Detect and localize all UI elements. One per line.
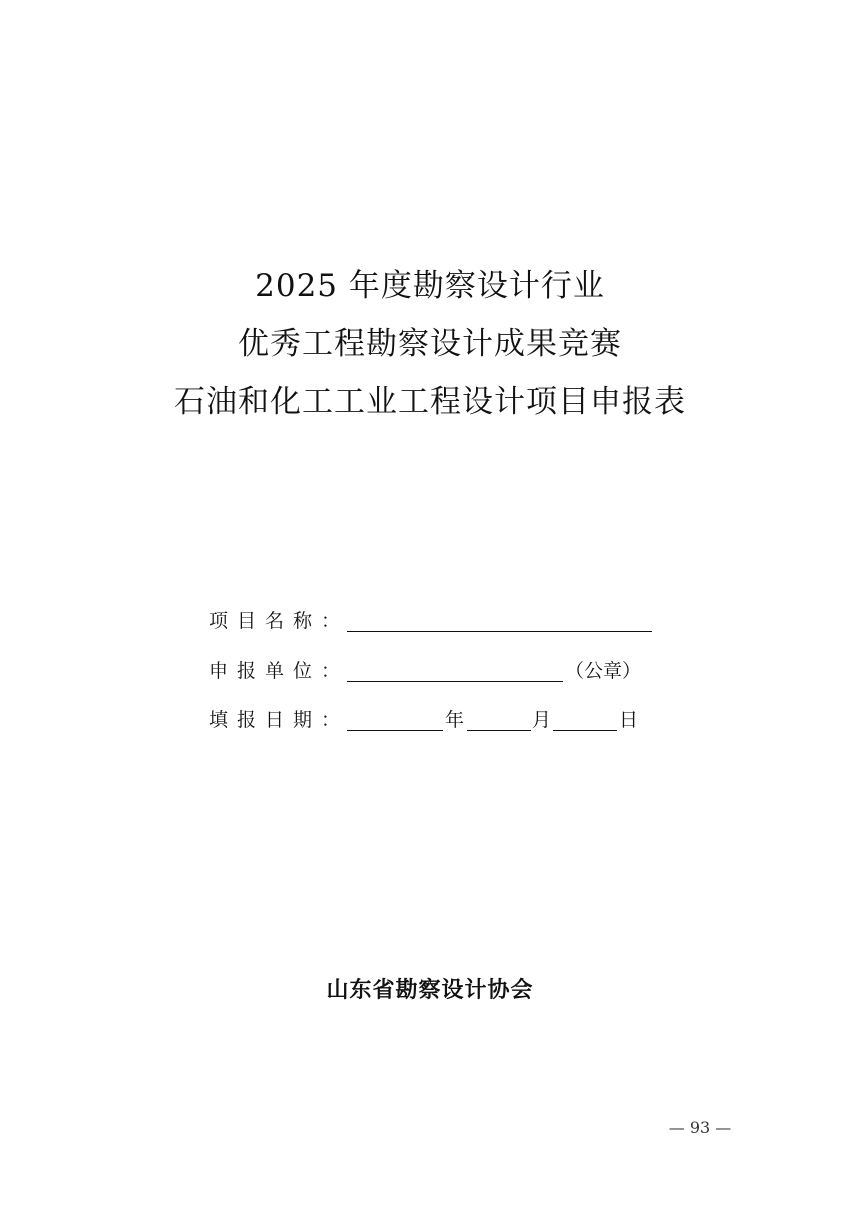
day-blank[interactable] — [553, 730, 617, 731]
month-unit: 月 — [532, 709, 552, 731]
title-line-1: 2025 年度勘察设计行业 — [255, 268, 605, 304]
year-blank[interactable] — [347, 730, 443, 731]
applicant-row — [209, 656, 659, 686]
date-row — [209, 705, 659, 735]
project-name-row — [209, 606, 659, 636]
year-unit: 年 — [445, 709, 465, 731]
project-name-label: 项目名称： — [209, 610, 350, 632]
seal-note: （公章） — [565, 660, 642, 682]
applicant-label: 申报单位： — [209, 660, 350, 682]
project-name-blank[interactable] — [347, 631, 652, 632]
title-line-3: 石油和化工工业工程设计项目申报表 — [174, 384, 686, 420]
organization-name: 山东省勘察设计协会 — [326, 977, 534, 1003]
applicant-blank[interactable] — [347, 681, 563, 682]
date-label: 填报日期： — [209, 709, 350, 731]
month-blank[interactable] — [467, 730, 531, 731]
title-line-2: 优秀工程勘察设计成果竞赛 — [238, 326, 622, 362]
day-unit: 日 — [619, 709, 639, 731]
page-number: — 93 — — [668, 1118, 732, 1137]
